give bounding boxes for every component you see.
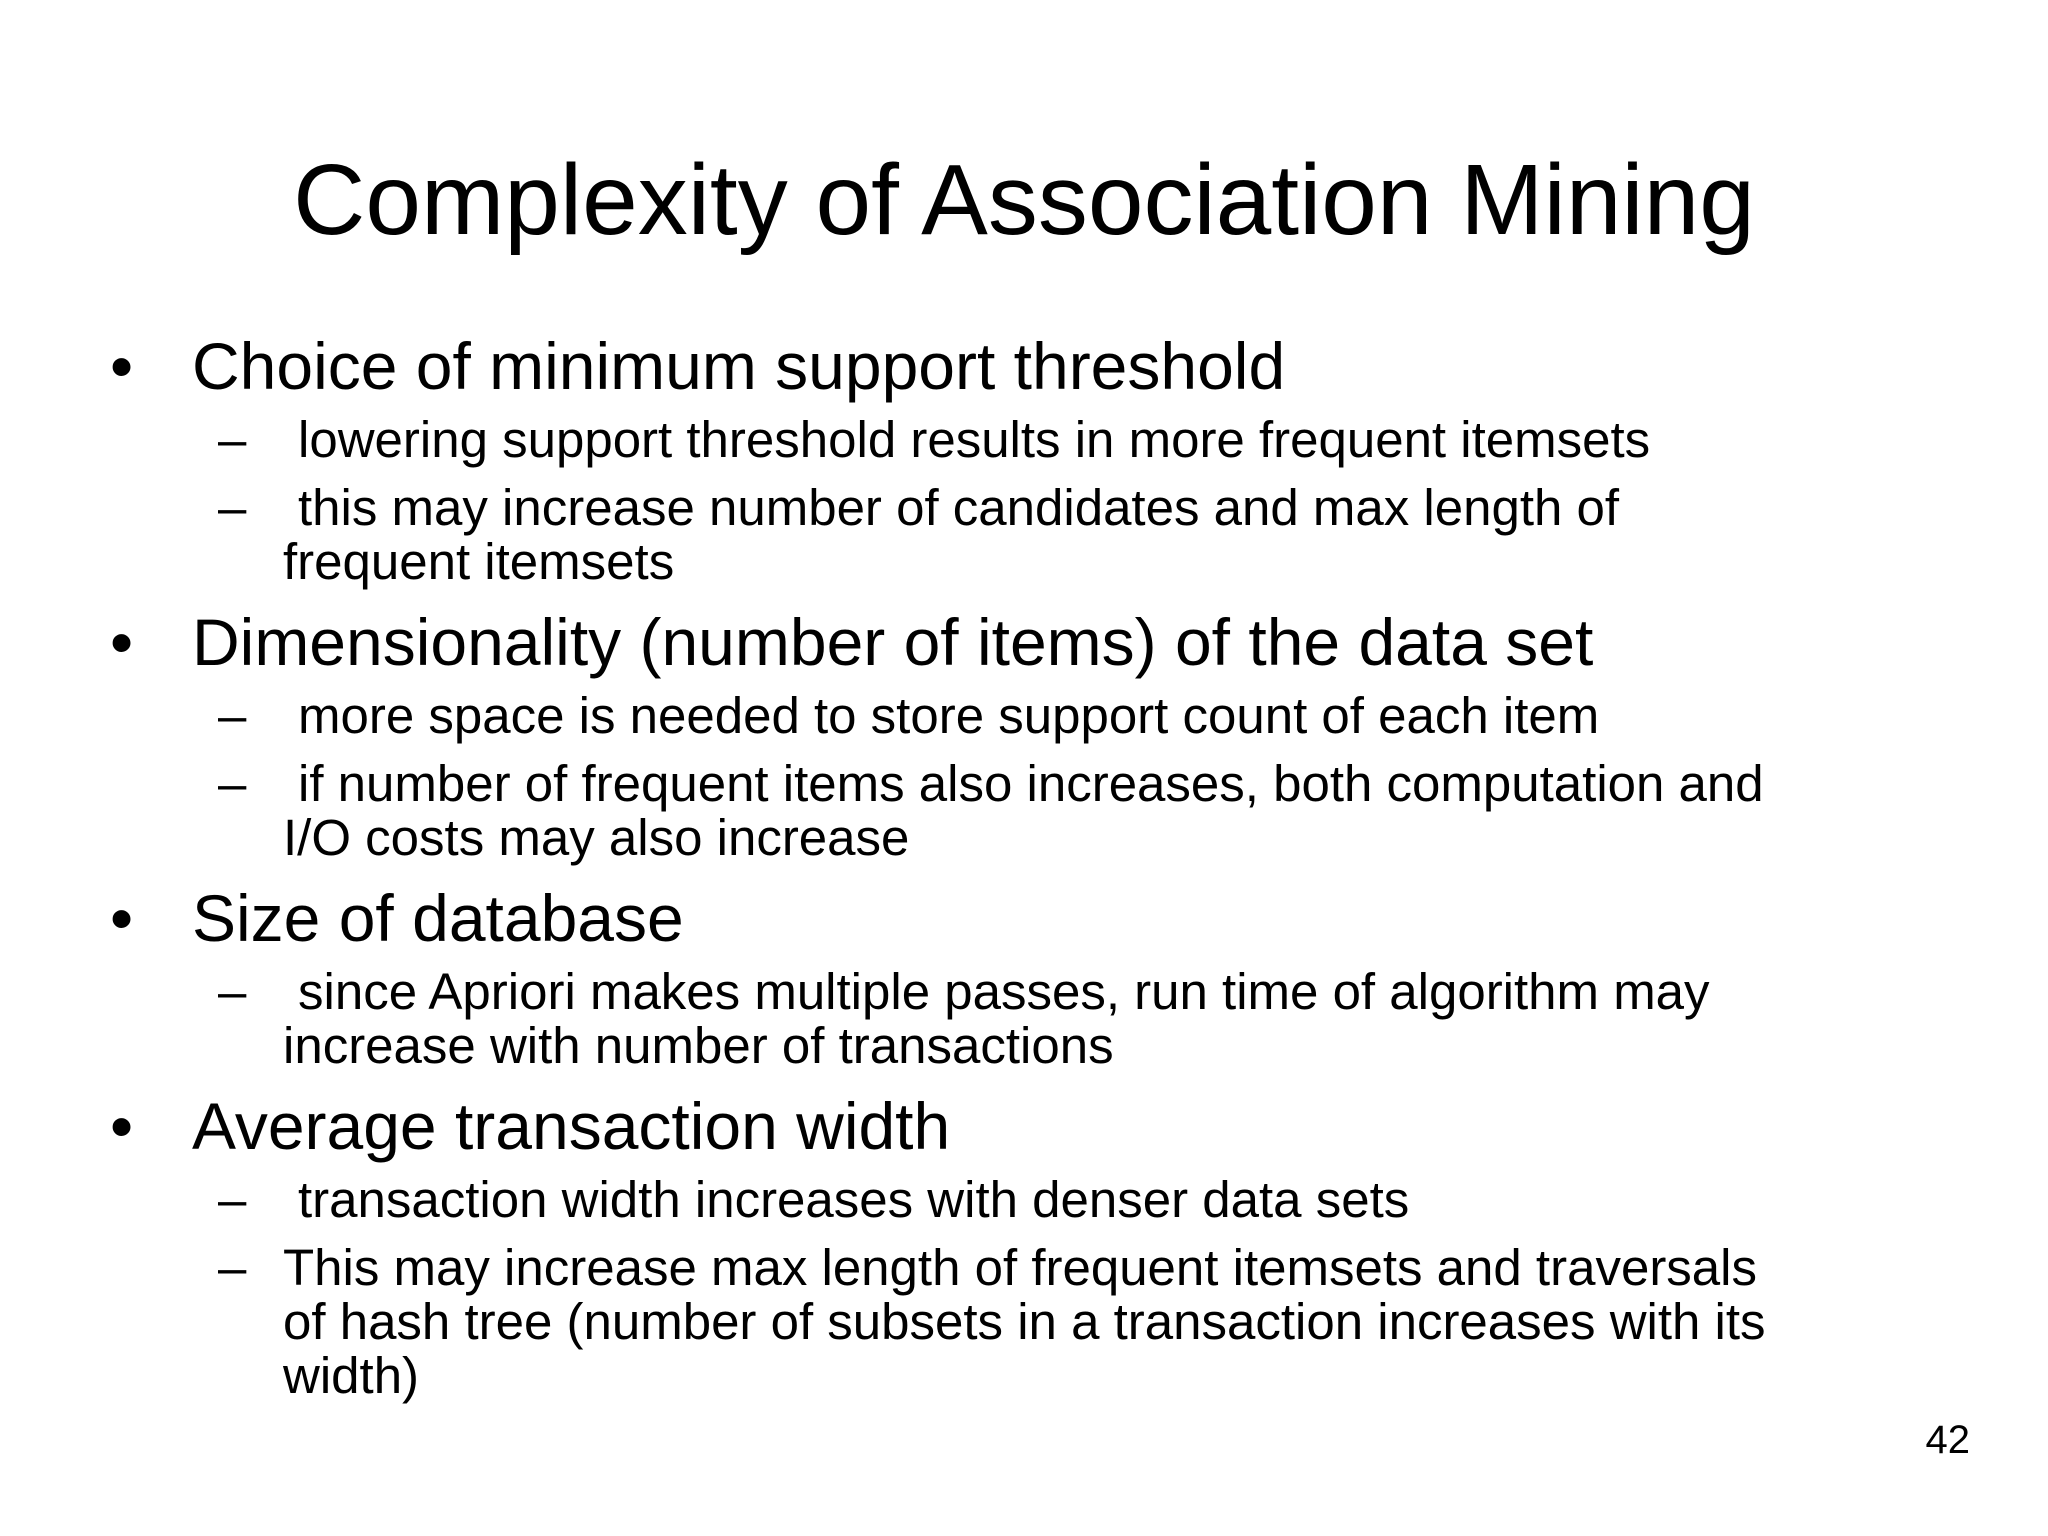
- sub-bullet-text: transaction width increases with denser data sets: [298, 1171, 1410, 1228]
- slide-title: Complexity of Association Mining: [293, 144, 1755, 256]
- sub-bullet-continuation: I/O costs may also increase: [283, 809, 910, 866]
- bullet-marker: •: [110, 605, 134, 679]
- sub-bullet-continuation: of hash tree (number of subsets in a transaction increases with its: [283, 1293, 1766, 1350]
- sub-bullet-text: more space is needed to store support count of each item: [298, 687, 1600, 744]
- bullet-text: Dimensionality (number of items) of the data set: [192, 605, 1594, 679]
- bullet-text: Average transaction width: [192, 1089, 951, 1163]
- bullet-text: Size of database: [192, 881, 684, 955]
- sub-bullet-marker: –: [218, 1239, 247, 1296]
- sub-bullet-text: lowering support threshold results in more frequent itemsets: [298, 411, 1651, 468]
- sub-bullet-marker: –: [218, 1171, 247, 1228]
- sub-bullet-continuation: frequent itemsets: [283, 533, 675, 590]
- sub-bullet-text: this may increase number of candidates and max length of: [298, 479, 1620, 536]
- sub-bullet-continuation: width): [283, 1347, 420, 1404]
- sub-bullet-marker: –: [218, 411, 247, 468]
- sub-bullet-marker: –: [218, 479, 247, 536]
- bullet-marker: •: [110, 881, 134, 955]
- bullet-text: Choice of minimum support threshold: [192, 329, 1286, 403]
- sub-bullet-marker: –: [218, 687, 247, 744]
- page-number: 42: [1925, 1418, 1970, 1462]
- sub-bullet-marker: –: [218, 963, 247, 1020]
- sub-bullet-text: if number of frequent items also increases, both computation and: [298, 755, 1764, 812]
- sub-bullet-text: since Apriori makes multiple passes, run time of algorithm may: [298, 963, 1710, 1020]
- bullet-marker: •: [110, 329, 134, 403]
- sub-bullet-marker: –: [218, 755, 247, 812]
- sub-bullet-continuation: increase with number of transactions: [283, 1017, 1114, 1074]
- sub-bullet-text: This may increase max length of frequent itemsets and traversals: [283, 1239, 1757, 1296]
- bullet-marker: •: [110, 1089, 134, 1163]
